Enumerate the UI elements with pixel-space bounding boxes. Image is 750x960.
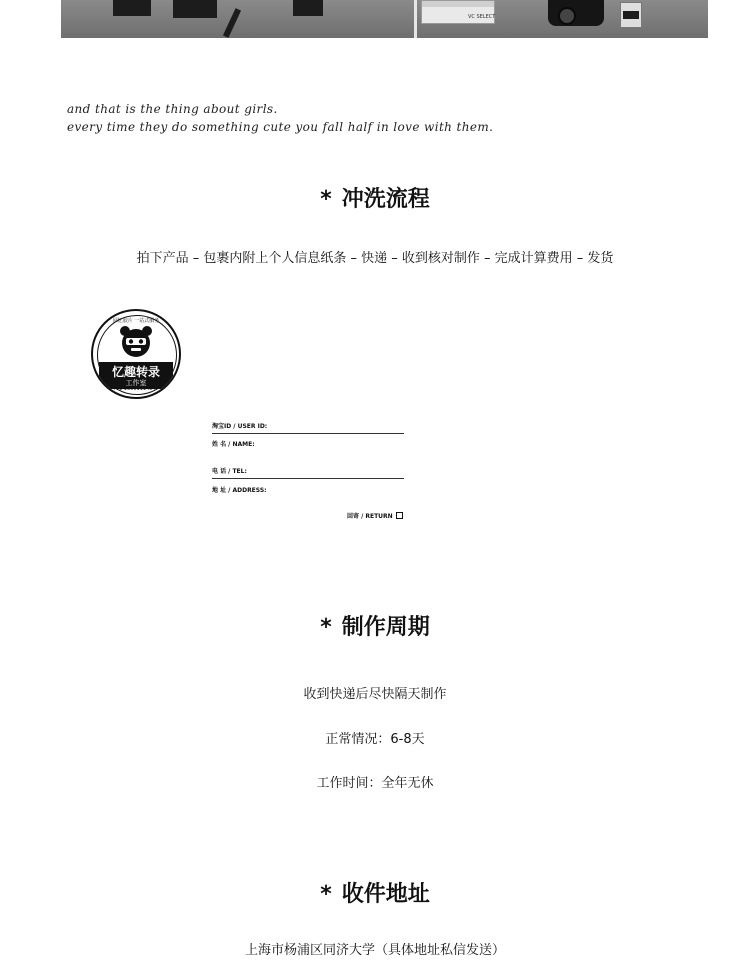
- card-stripe: [422, 1, 494, 7]
- return-checkbox: [396, 512, 403, 519]
- quote-line-1: and that is the thing about girls.: [67, 102, 278, 116]
- name-label: 姓 名 / NAME:: [212, 441, 255, 448]
- process-steps: 拍下产品 – 包裹内附上个人信息纸条 – 快递 – 收到核对制作 – 完成计算费用 – 发货: [136, 251, 614, 266]
- user-id-label: 淘宝ID / USER ID:: [212, 423, 268, 430]
- star-icon: *: [320, 187, 332, 212]
- photo-cable: [223, 8, 241, 38]
- photo-card: [421, 0, 495, 24]
- photo-object: [113, 0, 151, 16]
- address-line-1: 上海市杨浦区同济大学（具体地址私信发送）: [244, 943, 505, 958]
- process-title: 冲洗流程: [341, 187, 430, 212]
- handwritten-quote: [67, 100, 507, 136]
- studio-stamp: [91, 309, 181, 399]
- quote-line-2: every time they do something cute you fall half in love with them.: [67, 120, 494, 134]
- photo-object: [293, 0, 323, 16]
- address-title: 收件地址: [341, 882, 430, 907]
- tel-line: [212, 478, 404, 479]
- section-title-cycle: [0, 610, 750, 641]
- star-icon: *: [320, 882, 332, 907]
- product-photo: [61, 0, 708, 38]
- section-title-process: [0, 182, 750, 213]
- camera-lens: [558, 7, 576, 25]
- panda-logo-icon: [120, 325, 152, 359]
- stamp-top-text: 回忆胶片 一站式服务: [112, 318, 160, 324]
- stamp-subtitle: 工作室: [125, 379, 147, 387]
- section-title-address: [0, 877, 750, 908]
- photo-object: [173, 0, 217, 18]
- cycle-line-3: 工作时间：全年无休: [316, 776, 434, 791]
- tel-label: 电 话 / TEL:: [212, 468, 247, 475]
- stamp-brand: 忆趣转录: [111, 365, 160, 379]
- stamp-bottom-text: TEL 13901114547: [113, 386, 159, 392]
- cycle-line-2: 正常情况：6-8天: [325, 732, 425, 747]
- photo-film-box: [620, 2, 642, 28]
- address-label: 地 址 / ADDRESS:: [212, 487, 267, 494]
- user-id-line: [212, 433, 404, 434]
- cycle-title: 制作周期: [341, 615, 430, 640]
- photo-divider: [414, 0, 417, 38]
- photo-camera: [548, 0, 604, 26]
- film-label: [623, 11, 639, 19]
- cycle-line-1: 收到快递后尽快隔天制作: [303, 687, 447, 702]
- card-text: VC SELECT: [468, 14, 496, 20]
- return-label: 回寄 / RETURN: [347, 513, 393, 520]
- return-option: [347, 511, 403, 520]
- star-icon: *: [320, 615, 332, 640]
